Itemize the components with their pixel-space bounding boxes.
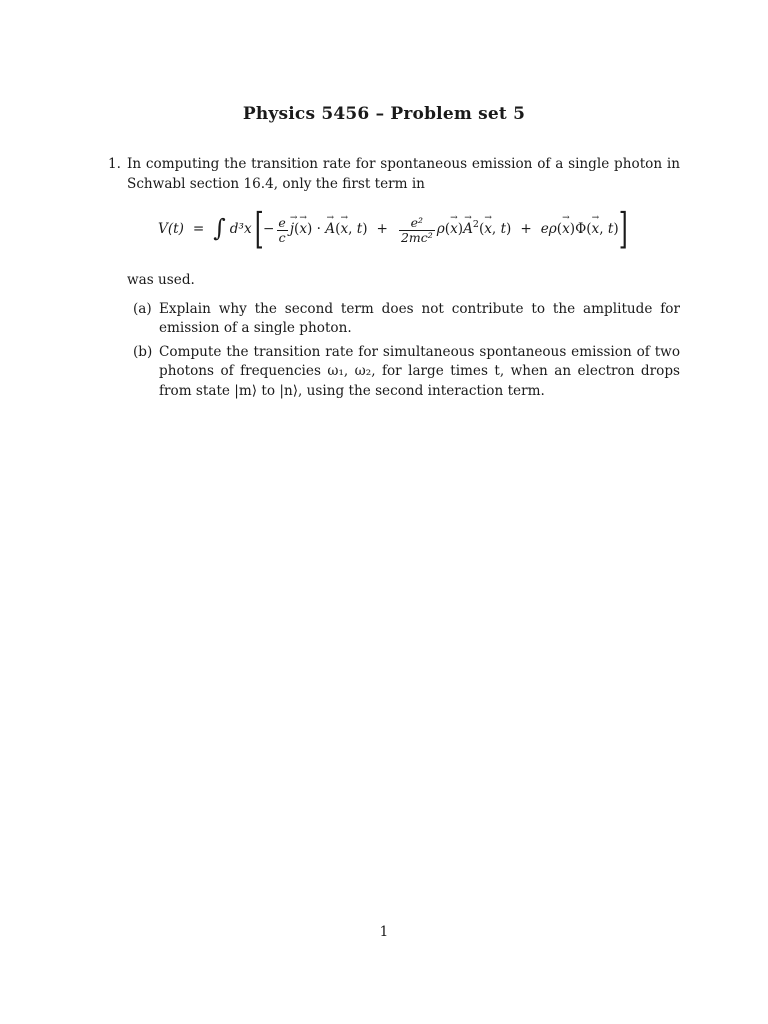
page-number: 1 bbox=[379, 924, 389, 940]
plus-1: + bbox=[376, 221, 388, 238]
subitem-b bbox=[127, 343, 680, 402]
subitem-list bbox=[127, 300, 680, 402]
equation-equals: = bbox=[192, 221, 205, 238]
subitem-label: (b) bbox=[133, 343, 153, 360]
term1-sign: − bbox=[263, 221, 275, 238]
after-equation-text: was used. bbox=[127, 272, 195, 288]
problem-1 bbox=[108, 155, 680, 405]
term1-fraction bbox=[276, 216, 287, 245]
problem-intro: In computing the transition rate for spontaneous emission of a single photon in Schwabl section 16.4, only the first term in bbox=[127, 156, 680, 192]
right-bracket: ] bbox=[618, 204, 628, 253]
term2-frac-numerator: e² bbox=[410, 214, 424, 230]
problem-body bbox=[127, 155, 680, 401]
problem-number: 1. bbox=[108, 156, 121, 172]
term2-fraction bbox=[399, 216, 435, 245]
integral-measure: d³x bbox=[229, 221, 252, 238]
subitem-text: Compute the transition rate for simultaneous spontaneous emission of two photons of frequencies ω₁, ω₂, for large times t, when an electron drops from state |m⟩ to |n⟩, using the second interaction term. bbox=[159, 343, 680, 399]
equation-line bbox=[158, 201, 627, 259]
interaction-equation bbox=[158, 201, 680, 267]
plus-2: + bbox=[520, 221, 532, 238]
subitem-a bbox=[127, 300, 680, 339]
left-bracket: [ bbox=[254, 204, 264, 253]
equation-lhs: V(t) bbox=[158, 221, 184, 238]
term1-body: → j(→ x) · → A(→ x, t) bbox=[290, 220, 368, 240]
term2-frac-denominator: 2mc² bbox=[400, 229, 433, 245]
term3-body: eρ(→ x)Φ(→ x, t) bbox=[541, 220, 619, 240]
integral-sign: ∫ bbox=[213, 214, 226, 243]
page-title: Physics 5456 – Problem set 5 bbox=[242, 104, 526, 124]
term2-body: $\rho(\to x)\to A^2(\to x$, t) bbox=[437, 220, 512, 240]
term1-frac-denominator: c bbox=[278, 229, 286, 245]
subitem-label: (a) bbox=[133, 300, 152, 317]
term1-frac-numerator: e bbox=[278, 214, 286, 230]
subitem-text: Explain why the second term does not contribute to the amplitude for emission of a single photon. bbox=[159, 300, 680, 336]
